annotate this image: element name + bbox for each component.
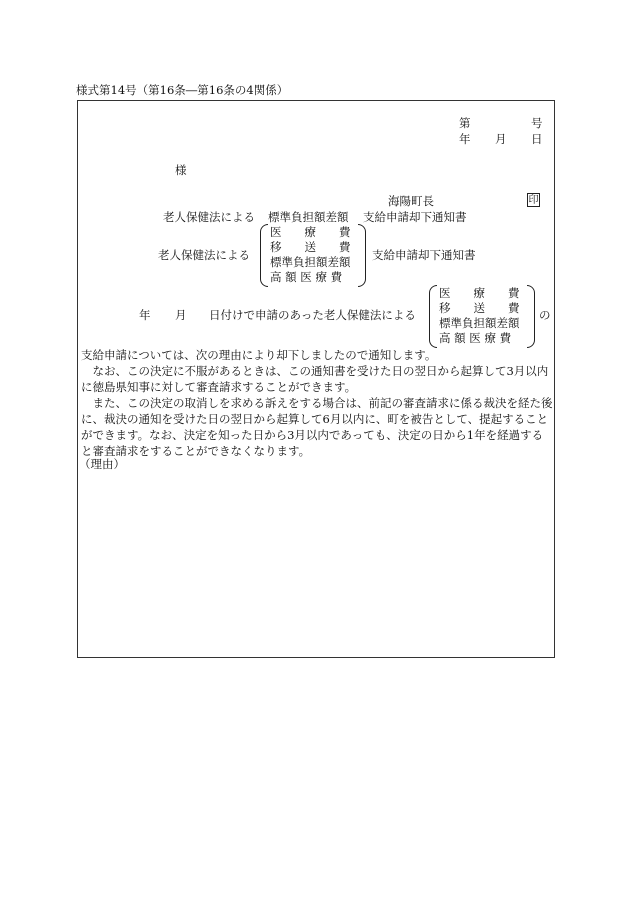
body-options-bracket: [429, 285, 535, 348]
right-paren: [358, 224, 366, 287]
body-month: 月: [175, 308, 187, 322]
left-paren: [429, 285, 437, 348]
paragraph-lawsuit: また、この決定の取消しを求める訴えをする場合は、前記の審査請求に係る裁決を経た後に、裁決の通知を受けた日の翌日から起算して6月以内に、町を被告として、提起することができます。なお、決定を知った日から3月以内であっても、決定の日から1年を経過すると審査請求をすることができなくなります。: [81, 396, 553, 458]
body-option: 移 送 費: [439, 301, 520, 315]
addressee-sama: 様: [175, 163, 187, 177]
body-option: 標準負担額差額: [439, 316, 520, 330]
title-option: 医 療 費: [270, 225, 351, 239]
date-day: 日: [531, 132, 543, 146]
title-option: 移 送 費: [270, 240, 351, 254]
body-line-text: 日付けで申請のあった老人保健法による: [209, 308, 416, 322]
body-option: 高 額 医 療 費: [439, 331, 512, 345]
right-paren: [527, 285, 535, 348]
title-option: 高 額 医 療 費: [270, 270, 343, 284]
issuer-name: 海陽町長: [388, 194, 434, 208]
title-line2-prefix: 老人保健法による: [158, 248, 250, 262]
body-option: 医 療 費: [439, 286, 520, 300]
title-line1-suffix: 支給申請却下通知書: [363, 210, 467, 224]
date-year: 年: [459, 132, 471, 146]
title-options-bracket: [260, 224, 366, 287]
reason-label: （理由）: [79, 457, 125, 471]
title-line1-middle: 標準負担額差額: [268, 210, 349, 224]
seal-mark: 印: [528, 195, 539, 206]
title-option: 標準負担額差額: [270, 255, 351, 269]
number-go: 号: [531, 116, 543, 130]
paragraph-notice: 支給申請については、次の理由により却下しましたので通知します。: [81, 348, 437, 362]
title-line2-suffix: 支給申請却下通知書: [372, 248, 476, 262]
body-no: の: [539, 308, 551, 322]
date-month: 月: [495, 132, 507, 146]
left-paren: [260, 224, 268, 287]
title-line1-prefix: 老人保健法による: [163, 210, 255, 224]
number-dai: 第: [459, 116, 471, 130]
paragraph-appeal: なお、この決定に不服があるときは、この通知書を受けた日の翌日から起算して3月以内に徳島県知事に対して審査請求することができます。: [81, 364, 549, 394]
body-year: 年: [139, 308, 151, 322]
form-label: 様式第14号（第16条―第16条の4関係）: [76, 83, 289, 97]
